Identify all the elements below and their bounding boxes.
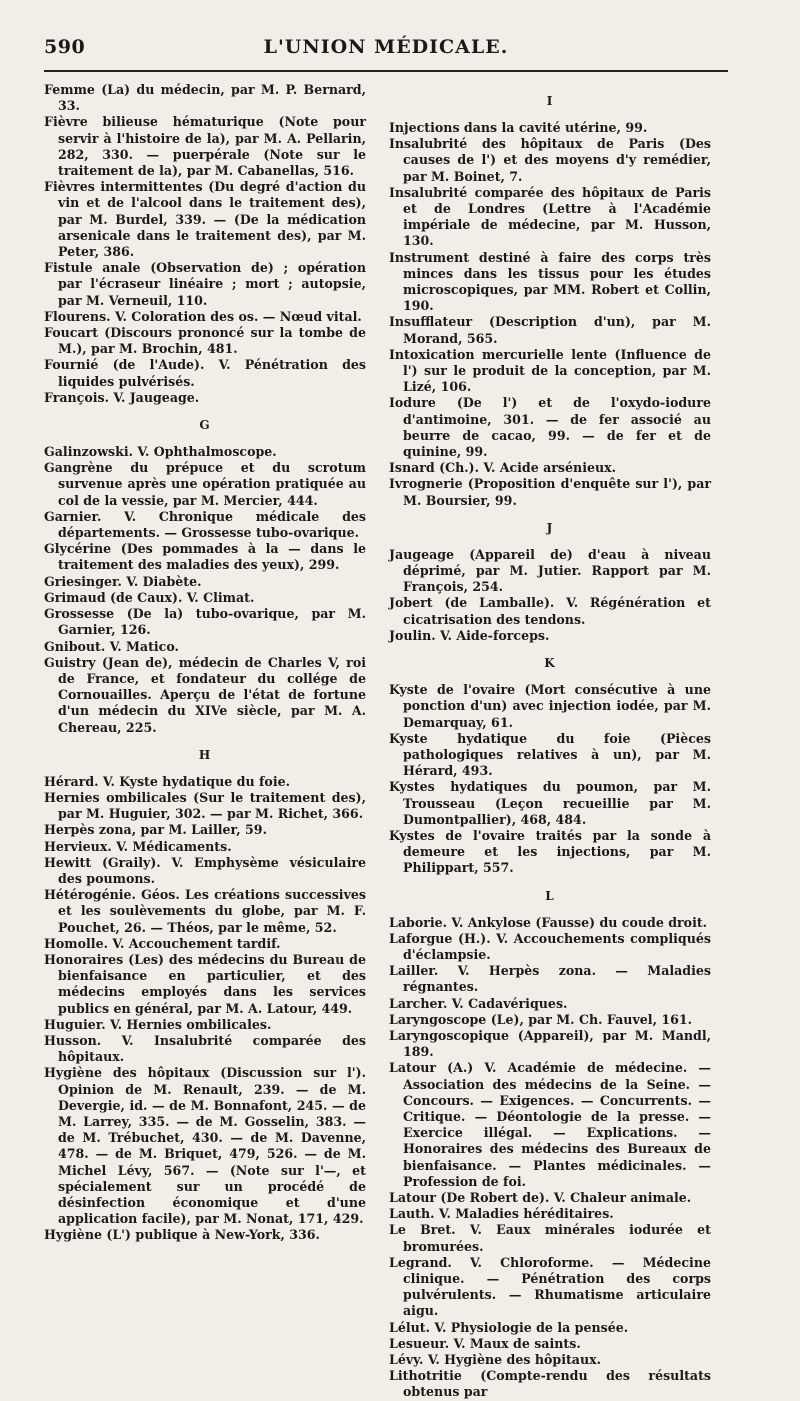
index-entry: Grossesse (De la) tubo-ovarique, par M. Garnier, 126. <box>44 606 366 638</box>
index-entry: Hétérogénie. Géos. Les créations successives et les soulèvements du globe, par M. F. Pouchet, 26. — Théos, par le même, 52. <box>44 887 366 935</box>
journal-title: L'UNION MÉDICALE. <box>263 36 509 58</box>
index-entry: Hernies ombilicales (Sur le traitement des), par M. Huguier, 302. — par M. Richet, 366. <box>44 789 366 822</box>
left-column <box>44 82 366 1244</box>
index-entry: Huguier. V. Hernies ombilicales. <box>44 1016 272 1032</box>
index-entry: Le Bret. V. Eaux minérales iodurée et bromurées. <box>389 1222 711 1254</box>
section-letter: K <box>544 656 556 671</box>
index-entry: Intoxication mercurielle lente (Influence de l') sur le produit de la conception, par M. Lizé, 106. <box>389 346 711 395</box>
index-entry: Hewitt (Graily). V. Emphysème vésiculaire des poumons. <box>44 854 366 886</box>
index-entry: Kyste de l'ovaire (Mort consécutive à une ponction d'un) avec injection iodée, par M. Demarquay, 61. <box>389 682 711 730</box>
index-entry: Fournié (de l'Aude). V. Pénétration des liquides pulvérisés. <box>44 357 366 389</box>
header-rule <box>44 70 728 72</box>
index-entry: Laforgue (H.). V. Accouchements compliqués d'éclampsie. <box>389 930 711 962</box>
index-entry: Hygiène (L') publique à New-York, 336. <box>44 1227 320 1243</box>
index-entry: Insufflateur (Description d'un), par M. Morand, 565. <box>389 314 711 346</box>
index-entry: Guistry (Jean de), médecin de Charles V, roi de France, et fondateur du collége de Cornouailles. Aperçu de l'état de fortune d'un médecin du XIVe siècle, par M. A. Chereau, 225. <box>44 654 366 735</box>
index-entry: Laryngoscope (Le), par M. Ch. Fauvel, 161. <box>389 1011 693 1027</box>
index-entry: Foucart (Discours prononcé sur la tombe de M.), par M. Brochin, 481. <box>44 325 366 357</box>
index-entry: Lélut. V. Physiologie de la pensée. <box>389 1319 629 1335</box>
index-entry: Gnibout. V. Matico. <box>44 638 179 654</box>
index-entry: Herpès zona, par M. Lailler, 59. <box>44 822 267 838</box>
index-entry: Instrument destiné à faire des corps très minces dans les tissus pour les études microscopiques, par MM. Robert et Collin, 190. <box>389 249 711 314</box>
index-entry: Latour (De Robert de). V. Chaleur animale. <box>389 1189 692 1205</box>
index-entry: Larcher. V. Cadavériques. <box>389 995 568 1011</box>
index-entry: Homolle. V. Accouchement tardif. <box>44 935 281 951</box>
index-entry: Joulin. V. Aide-forceps. <box>389 627 550 643</box>
index-entry: Garnier. V. Chronique médicale des départements. — Grossesse tubo-ovarique. <box>44 508 366 541</box>
index-entry: Galinzowski. V. Ophthalmoscope. <box>44 444 277 460</box>
page-number: 590 <box>44 36 86 58</box>
index-entry: Kyste hydatique du foie (Pièces pathologiques relatives à un), par M. Hérard, 493. <box>389 730 711 779</box>
index-entry: Lithotritie (Compte-rendu des résultats obtenus par <box>389 1368 711 1400</box>
right-column <box>389 82 711 1401</box>
index-entry: Fièvres intermittentes (Du degré d'action du vin et de l'alcool dans le traitement des), par M. Burdel, 339. — (De la médication arsenicale dans le traitement des), par M. Peter, 386. <box>44 179 366 260</box>
index-entry: Lesueur. V. Maux de saints. <box>389 1335 581 1351</box>
section-letter: G <box>199 418 211 433</box>
index-entry: Hygiène des hôpitaux (Discussion sur l'). Opinion de M. Renault, 239. — de M. Devergie, id. — de M. Bonnafont, 245. — de M. Larrey, 335. — de M. Gosselin, 383. — de M. Trébuchet, 430. — de M. Davenne, 478. — de M. Briquet, 479, 526. — de M. Michel Lévy, 567. — (Note sur l'—, et spécialement sur un procédé de désinfection économique et d'une application facile), par M. Nonat, 171, 429. <box>44 1065 366 1227</box>
index-entry: Injections dans la cavité utérine, 99. <box>389 120 648 135</box>
index-entry: Femme (La) du médecin, par M. P. Bernard, 33. <box>44 82 366 114</box>
index-entry: Husson. V. Insalubrité comparée des hôpitaux. <box>44 1032 366 1065</box>
index-entry: Lauth. V. Maladies héréditaires. <box>389 1206 614 1222</box>
index-entry: Honoraires (Les) des médecins du Bureau de bienfaisance en particulier, et des médecins employés dans les services publics en général, par M. A. Latour, 449. <box>44 951 366 1016</box>
index-entry: Flourens. V. Coloration des os. — Nœud vital. <box>44 308 362 324</box>
index-entry: Ivrognerie (Proposition d'enquête sur l'), par M. Boursier, 99. <box>389 476 711 508</box>
section-letter: J <box>546 520 554 535</box>
page-header <box>44 36 728 68</box>
index-entry: Lévy. V. Hygiène des hôpitaux. <box>389 1352 602 1368</box>
index-entry: Fistule anale (Observation de) ; opération par l'écraseur linéaire ; mort ; autopsie, par M. Verneuil, 110. <box>44 260 366 308</box>
index-entry: Laryngoscopique (Appareil), par M. Mandl, 189. <box>389 1027 711 1060</box>
index-entry: Hérard. V. Kyste hydatique du foie. <box>44 773 291 789</box>
index-entry: Laborie. V. Ankylose (Fausse) du coude droit. <box>389 914 708 930</box>
index-entry: Kystes de l'ovaire traités par la sonde à demeure et les injections, par M. Philippart, 557. <box>389 827 711 876</box>
index-entry: Griesinger. V. Diabète. <box>44 573 202 589</box>
index-entry: Legrand. V. Chloroforme. — Médecine clinique. — Pénétration des corps pulvérulents. — Rhumatisme articulaire aigu. <box>389 1254 711 1319</box>
index-entry: Jobert (de Lamballe). V. Régénération et cicatrisation des tendons. <box>389 595 711 627</box>
index-entry: Grimaud (de Caux). V. Climat. <box>44 589 255 605</box>
index-entry: Gangrène du prépuce et du scrotum survenue après une opération pratiquée au col de la vessie, par M. Mercier, 444. <box>44 460 366 508</box>
index-entry: Insalubrité des hôpitaux de Paris (Des causes de l') et des moyens d'y remédier, par M. Boinet, 7. <box>389 136 711 184</box>
index-entry: Insalubrité comparée des hôpitaux de Paris et de Londres (Lettre à l'Académie impériale de médecine, par M. Husson, 130. <box>389 184 711 249</box>
index-entry: Isnard (Ch.). V. Acide arsénieux. <box>389 460 617 476</box>
index-entry: François. V. Jaugeage. <box>44 389 200 405</box>
index-entry: Kystes hydatiques du poumon, par M. Trousseau (Leçon recueillie par M. Dumontpallier), 468, 484. <box>389 779 711 827</box>
section-letter: I <box>546 94 554 108</box>
index-entry: Latour (A.) V. Académie de médecine. — Association des médecins de la Seine. — Concours. — Exigences. — Concurrents. — Critique. — Déontologie de la presse. — Exercice illégal. — Explications. — Honoraires des médecins des Bureaux de bienfaisance. — Plantes médicinales. — Profession de foi. <box>389 1060 711 1189</box>
index-entry: Iodure (De l') et de l'oxydo-iodure d'antimoine, 301. — de fer associé au beurre de cacao, 99. — de fer et de quinine, 99. <box>389 395 711 460</box>
index-entry: Glycérine (Des pommades à la — dans le traitement des maladies des yeux), 299. <box>44 541 366 573</box>
section-letter: L <box>545 888 555 903</box>
section-letter: H <box>198 747 212 762</box>
index-entry: Fièvre bilieuse hématurique (Note pour servir à l'histoire de la), par M. A. Pellarin, 282, 330. — puerpérale (Note sur le traitement de la), par M. Cabanellas, 516. <box>44 114 366 179</box>
index-entry: Jaugeage (Appareil de) d'eau à niveau déprimé, par M. Jutier. Rapport par M. François, 254. <box>389 546 711 595</box>
index-entry: Hervieux. V. Médicaments. <box>44 838 232 854</box>
index-entry: Lailler. V. Herpès zona. — Maladies régnantes. <box>389 963 711 995</box>
